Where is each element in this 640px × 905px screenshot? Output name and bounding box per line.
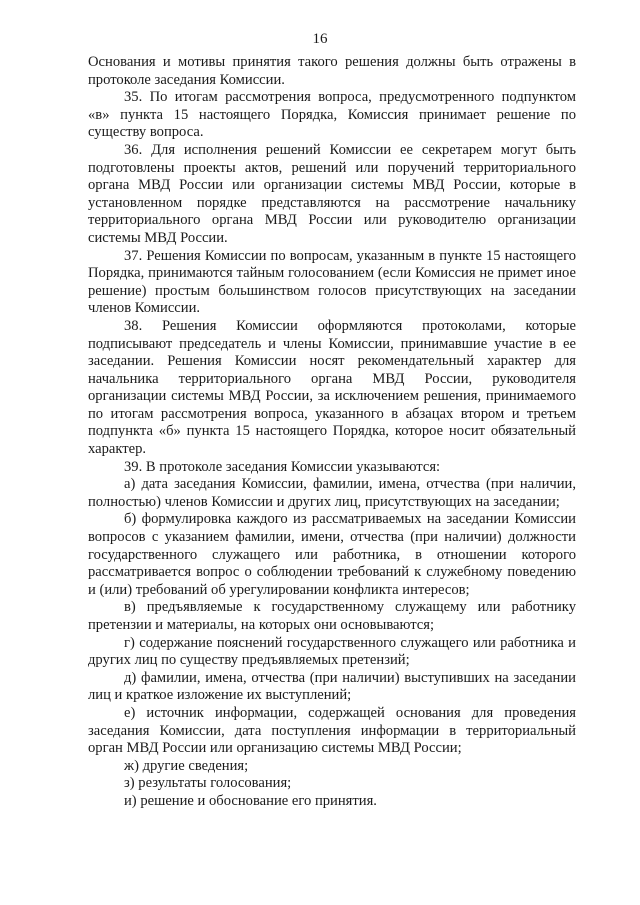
paragraph-39: 39. В протоколе заседания Комиссии указываются: <box>124 458 441 475</box>
page-number: 16 <box>312 31 328 47</box>
list-item-i: и) решение и обоснование его принятия. <box>124 792 377 809</box>
list-item-v: в) предъявляемые к государственному служащему или работнику претензии и материалы, на которых они основываются; <box>88 599 576 633</box>
list-item-d: д) фамилии, имена, отчества (при наличии) выступивших на заседании лиц и краткое изложение их выступлений; <box>88 669 576 704</box>
paragraph-35: 35. По итогам рассмотрения вопроса, предусмотренного подпунктом «в» пункта 15 настоящего Порядка, Комиссия принимает решение по существу вопроса. <box>88 89 576 141</box>
document-body <box>88 54 576 811</box>
list-item-e: е) источник информации, содержащей основания для проведения заседания Комиссии, дата поступления информации в территориальный орган МВД России или организацию системы МВД России; <box>88 704 576 757</box>
paragraph-38: 38. Решения Комиссии оформляются протоколами, которые подписывают председатель и члены Комиссии, принимавшие участие в ее заседании. Решения Комиссии носят рекомендательный характер для начальника территориального органа МВД России, руководителя организации системы МВД России, за исключением решения, принимаемого по итогам рассмотрения вопроса, указанного в абзацах втором и третьем подпункта «б» пункта 15 настоящего Порядка, которое носит обязательный характер. <box>88 317 576 458</box>
paragraph-continuation: Основания и мотивы принятия такого решения должны быть отражены в протоколе заседания Комиссии. <box>88 54 576 88</box>
paragraph-36: 36. Для исполнения решений Комиссии ее секретарем могут быть подготовлены проекты актов, решений или поручений территориального органа МВД России или организации системы МВД России, которые в установленном порядке представляются на рассмотрение начальнику территориального органа МВД России или руководителю организации системы МВД России. <box>88 141 576 246</box>
list-item-a: а) дата заседания Комиссии, фамилии, имена, отчества (при наличии, полностью) членов Комиссии и других лиц, присутствующих на заседании; <box>88 476 576 510</box>
paragraph-37: 37. Решения Комиссии по вопросам, указанным в пункте 15 настоящего Порядка, принимаются тайным голосованием (если Комиссия не примет иное решение) простым большинством голосов присутствующих на заседании членов Комиссии. <box>88 247 576 317</box>
list-item-g: г) содержание пояснений государственного служащего или работника и других лиц по существу предъявляемых претензий; <box>88 634 576 669</box>
list-item-zh: ж) другие сведения; <box>124 757 249 774</box>
list-item-b: б) формулировка каждого из рассматриваемых на заседании Комиссии вопросов с указанием фамилии, имени, отчества (при наличии) должности государственного служащего или работника, в отношении которого рассматривается вопрос о соблюдении требований к служебному поведению и (или) требований об урегулировании конфликта интересов; <box>88 511 576 598</box>
list-item-z: з) результаты голосования; <box>124 775 292 792</box>
